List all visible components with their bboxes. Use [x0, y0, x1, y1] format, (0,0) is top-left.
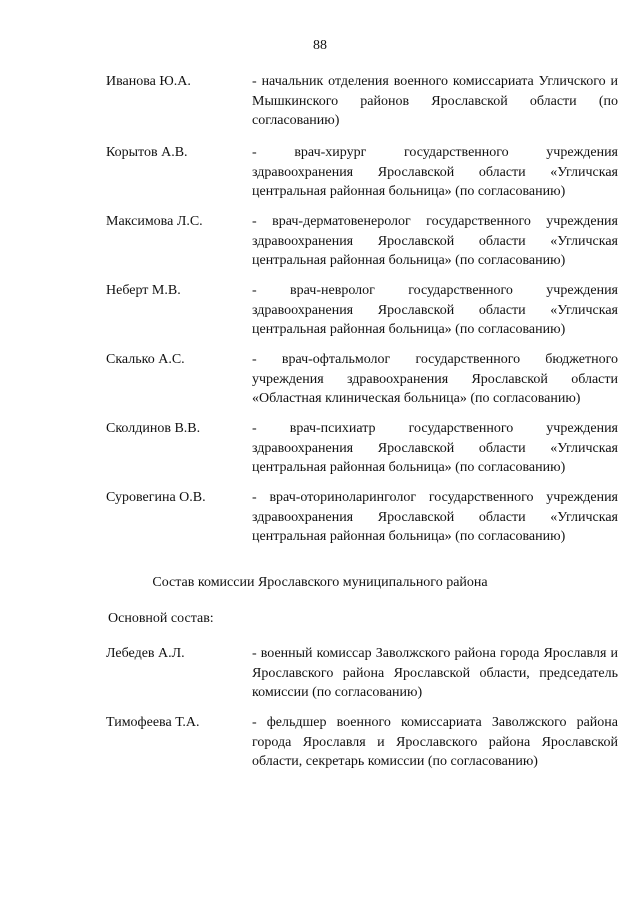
member-name: Суровегина О.В. [106, 490, 206, 505]
member-description: - фельдшер военного комиссариата Заволжского района города Ярославля и Ярославского района Ярославской области, секретарь комиссии (по согласованию) [252, 715, 618, 769]
member-name: Тимофеева Т.А. [106, 715, 200, 730]
member-description: - врач-дерматовенеролог государственного учреждения здравоохранения Ярославской области «Угличская центральная районная больница» (по согласованию) [252, 214, 618, 268]
section-title: Состав комиссии Ярославского муниципального района [152, 575, 488, 590]
member-description: - врач-хирург государственного учреждения здравоохранения Ярославской области «Угличская центральная районная больница» (по согласованию) [252, 145, 618, 199]
member-description: - врач-офтальмолог государственного бюджетного учреждения здравоохранения Ярославской области «Областная клиническая больница» (по согласованию) [252, 352, 618, 406]
member-name: Корытов А.В. [106, 145, 188, 160]
member-name: Максимова Л.С. [106, 214, 203, 229]
member-name: Иванова Ю.А. [106, 74, 191, 89]
subsection-title: Основной состав: [108, 611, 214, 626]
member-name: Лебедев А.Л. [106, 646, 185, 661]
member-description: - врач-оториноларинголог государственного учреждения здравоохранения Ярославской области «Угличская центральная районная больница» (по согласованию) [252, 490, 618, 544]
member-name: Сколдинов В.В. [106, 421, 201, 436]
member-name: Неберт М.В. [106, 283, 181, 298]
member-description: - врач-невролог государственного учреждения здравоохранения Ярославской области «Угличская центральная районная больница» (по согласованию) [252, 283, 618, 337]
page-number: 88 [313, 38, 327, 53]
member-description: - военный комиссар Заволжского района города Ярославля и Ярославского района Ярославской области, председатель комиссии (по согласованию) [252, 646, 618, 700]
member-description: - начальник отделения военного комиссариата Угличского и Мышкинского районов Ярославской области (по согласованию) [252, 74, 618, 128]
member-name: Скалько А.С. [106, 352, 185, 367]
member-description: - врач-психиатр государственного учреждения здравоохранения Ярославской области «Угличская центральная районная больница» (по согласованию) [252, 421, 618, 475]
